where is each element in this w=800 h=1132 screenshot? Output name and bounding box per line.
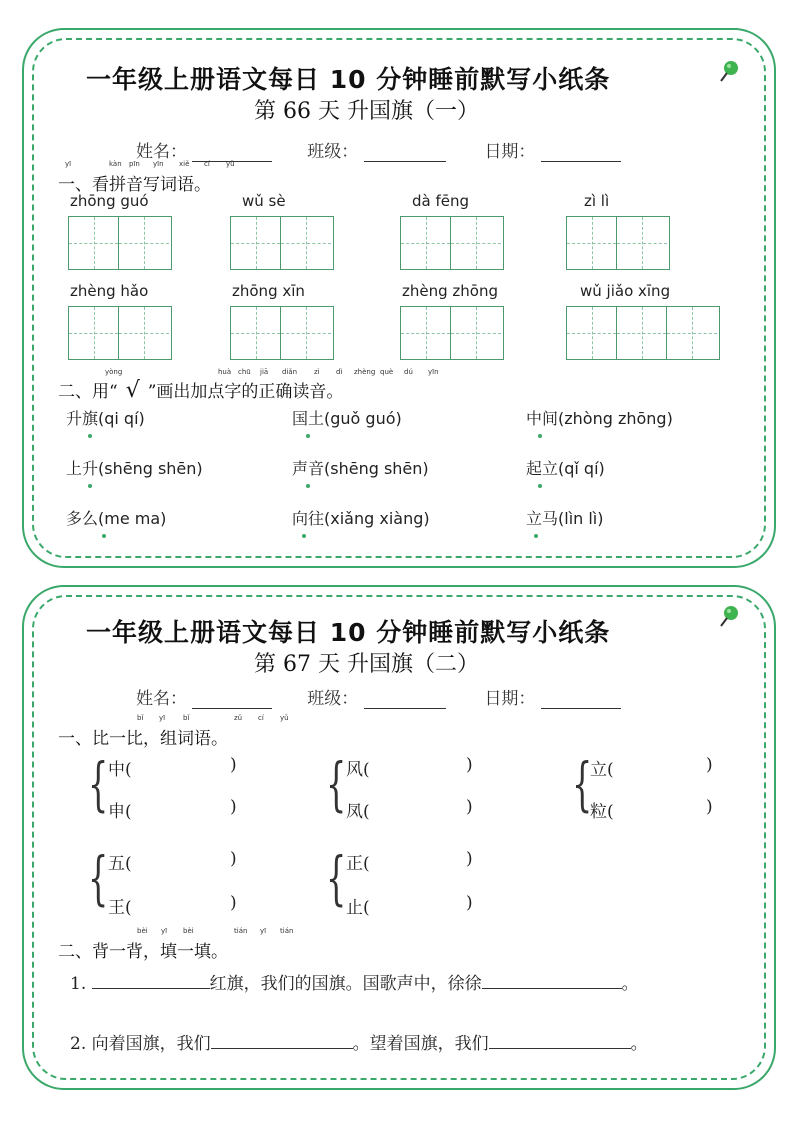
emphasis-dot [534, 534, 538, 538]
brace: { [572, 750, 593, 818]
section1-heading: 一、看拼音写词语。 [58, 175, 211, 195]
section1-ruby: bǐ yī bǐ zǔ cí yǔ [137, 714, 289, 722]
paren-close: ) [230, 893, 237, 913]
reading-choice[interactable]: 上升(shēng shēn) [66, 459, 203, 478]
section2-heading: 二、背一背，填一填。 [58, 942, 228, 962]
compare-char[interactable]: 正( [346, 854, 370, 874]
brace: { [88, 750, 109, 818]
date-label: 日期： [484, 689, 536, 709]
card-title: 一年级上册语文每日 10 分钟睡前默写小纸条 [86, 618, 611, 647]
compare-char[interactable]: 王( [108, 898, 132, 918]
date-field[interactable] [541, 690, 621, 709]
worksheet-card-day67 [22, 585, 776, 1090]
compare-char[interactable]: 风( [346, 760, 370, 780]
checkmark-icon: √ [125, 378, 140, 403]
brace: { [326, 844, 347, 912]
brace: { [88, 844, 109, 912]
emphasis-dot [538, 434, 542, 438]
reading-choice[interactable]: 向往(xiǎng xiàng) [292, 509, 430, 528]
reading-choice[interactable]: 国土(guǒ guó) [292, 409, 402, 428]
paren-close: ) [230, 849, 237, 869]
paren-close: ) [466, 849, 473, 869]
writing-grid[interactable] [230, 306, 334, 360]
emphasis-dot [88, 484, 92, 488]
info-row [136, 137, 621, 162]
writing-grid[interactable] [566, 216, 670, 270]
reading-choice[interactable]: 立马(lìn lì) [526, 509, 604, 528]
blank-field[interactable] [489, 1032, 631, 1049]
compare-char[interactable]: 申( [108, 802, 132, 822]
writing-grid[interactable] [68, 306, 172, 360]
pinyin-label: zhōng xīn [232, 282, 305, 300]
reading-choice[interactable]: 多么(me ma) [66, 509, 167, 528]
pinyin-label: dà fēng [412, 192, 470, 210]
fill-line-1: 1. 红旗，我们的国旗。国歌声中，徐徐 。 [70, 974, 639, 994]
emphasis-dot [88, 434, 92, 438]
paren-close: ) [466, 755, 473, 775]
compare-char[interactable]: 五( [108, 854, 132, 874]
worksheet-card-day66 [22, 28, 776, 568]
date-label: 日期： [484, 142, 536, 162]
emphasis-dot [306, 484, 310, 488]
emphasis-dot [538, 484, 542, 488]
reading-choice[interactable]: 升旗(qi qí) [66, 409, 145, 428]
compare-char[interactable]: 立( [590, 760, 614, 780]
class-field[interactable] [364, 143, 446, 162]
paren-close: ) [230, 797, 237, 817]
section1-ruby: yī kàn pīn yīn xiě cí yǔ [65, 160, 235, 168]
card-title: 一年级上册语文每日 10 分钟睡前默写小纸条 [86, 65, 611, 94]
paren-close: ) [466, 893, 473, 913]
pinyin-label: wǔ sè [242, 192, 286, 210]
emphasis-dot [102, 534, 106, 538]
reading-choice[interactable]: 起立(qǐ qí) [526, 459, 605, 478]
class-label: 班级： [307, 689, 359, 709]
paren-close: ) [466, 797, 473, 817]
writing-grid[interactable] [400, 216, 504, 270]
writing-grid[interactable] [566, 306, 720, 360]
section1-heading: 一、比一比，组词语。 [58, 729, 228, 749]
reading-choice[interactable]: 中间(zhòng zhōng) [526, 409, 673, 428]
writing-grid[interactable] [68, 216, 172, 270]
section2-ruby: bèi yī bèi tián yī tián [137, 927, 294, 935]
blank-field[interactable] [482, 972, 622, 989]
brace: { [326, 750, 347, 818]
card-subtitle: 第 66 天 升国旗（一） [254, 99, 479, 124]
paren-close: ) [706, 797, 713, 817]
reading-choice[interactable]: 声音(shēng shēn) [292, 459, 429, 478]
class-field[interactable] [364, 690, 446, 709]
blank-field[interactable] [211, 1032, 353, 1049]
paren-close: ) [230, 755, 237, 775]
pinyin-label: wǔ jiǎo xīng [580, 282, 671, 300]
info-row [136, 684, 621, 709]
section2-ruby: yòng huà chū jiā diǎn zì dì zhèng què dú yīn [105, 368, 439, 376]
pinyin-label: zhèng zhōng [402, 282, 498, 300]
blank-field[interactable] [92, 972, 210, 989]
section2-heading: 二、用“ √ ”画出加点字的正确读音。 [58, 378, 344, 403]
pinyin-label: zì lì [584, 192, 610, 210]
card-subtitle: 第 67 天 升国旗（二） [254, 652, 479, 677]
emphasis-dot [306, 434, 310, 438]
compare-char[interactable]: 止( [346, 898, 370, 918]
compare-char[interactable]: 凤( [346, 802, 370, 822]
date-field[interactable] [541, 143, 621, 162]
name-label: 姓名： [136, 689, 187, 709]
class-label: 班级： [307, 142, 359, 162]
compare-char[interactable]: 粒( [590, 802, 614, 822]
pushpin-icon [718, 605, 740, 627]
compare-char[interactable]: 中( [108, 760, 132, 780]
fill-line-2: 2. 向着国旗，我们 。望着国旗，我们 。 [70, 1034, 648, 1054]
name-label: 姓名： [136, 142, 187, 162]
pinyin-label: zhōng guó [70, 192, 149, 210]
emphasis-dot [302, 534, 306, 538]
pinyin-label: zhèng hǎo [70, 282, 149, 300]
pushpin-icon [718, 60, 740, 82]
paren-close: ) [706, 755, 713, 775]
name-field[interactable] [192, 690, 272, 709]
writing-grid[interactable] [230, 216, 334, 270]
writing-grid[interactable] [400, 306, 504, 360]
